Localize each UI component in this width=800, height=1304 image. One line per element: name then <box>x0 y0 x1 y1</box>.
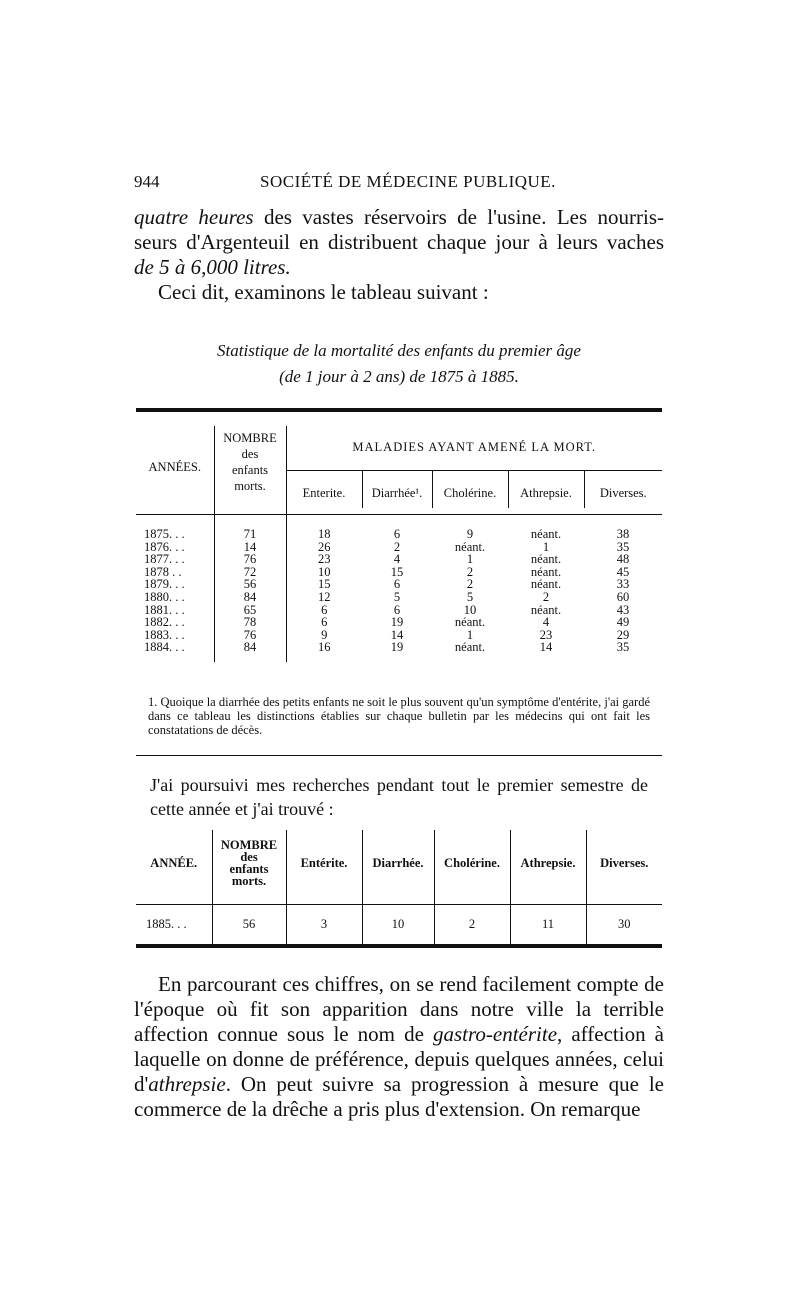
closing-text-3: . On peut suivre sa progression à mesure que le commerce de la drêche a pris plus d'extension. On remarque <box>134 1072 664 1121</box>
cell-enterite: 6 <box>321 602 328 617</box>
cell-enterite: 18 <box>318 527 331 541</box>
t2-row-1885 <box>136 904 662 944</box>
cell-cholerine: 2 <box>466 564 474 579</box>
mortality-table <box>136 426 662 662</box>
cell-diarrhee: 5 <box>393 589 401 604</box>
header-cholerine: Cholérine. <box>432 470 508 508</box>
cell-enterite: 10 <box>318 564 331 579</box>
t2-header-count-4: morts. <box>231 874 267 888</box>
cell-athrepsie: néant. <box>530 552 562 567</box>
cell-enterite: 6 <box>321 615 328 630</box>
header-count-2: des <box>241 447 259 461</box>
cell-diverses: 48 <box>616 552 630 567</box>
cell-count: 71 <box>214 528 286 541</box>
mortality-table-body <box>136 528 662 662</box>
cell-diarrhee: 4 <box>393 552 401 567</box>
header-count <box>214 426 286 508</box>
intro-italic-1: quatre heures <box>134 205 254 229</box>
closing-text-1: En parcourant ces chiffres, on se rend facilement compte de l'époque où fit son apparition dans notre ville la terrible affection connue sous le nom de <box>134 972 664 1046</box>
cell-enterite: 12 <box>318 589 331 604</box>
cell-athrepsie: néant. <box>530 577 562 592</box>
cell-year: 1879. . . <box>136 578 214 591</box>
t2-header-year: ANNÉE. <box>136 830 212 896</box>
cell-diverses: 45 <box>616 564 630 579</box>
t2-header-count-2: des <box>240 850 258 864</box>
intro-line-2: seurs d'Argenteuil en distribuent chaque jour à leurs vaches <box>134 230 664 254</box>
cell-diverses: 38 <box>616 527 630 541</box>
t2-header-cholerine: Cholérine. <box>434 830 510 896</box>
cell-cholerine: néant. <box>454 640 486 655</box>
cell-cholerine: 1 <box>466 627 474 642</box>
page-number: 944 <box>134 172 160 191</box>
t2-cell-cholerine: 2 <box>434 904 510 944</box>
header-group: MALADIES AYANT AMENÉ LA MORT. <box>286 426 662 470</box>
cell-diarrhee: 6 <box>393 602 401 617</box>
statistics-box <box>136 408 662 948</box>
closing-italic-2: athrepsie <box>148 1072 226 1096</box>
cell-count: 84 <box>214 641 286 654</box>
cell-count: 65 <box>214 604 286 617</box>
table-row <box>136 641 662 654</box>
intro-italic-3: de 5 à 6,000 litres. <box>134 255 291 279</box>
cell-diverses: 60 <box>616 589 630 604</box>
cell-enterite: 26 <box>318 539 331 554</box>
cell-enterite: 9 <box>321 627 328 642</box>
t2-header-count-1: NOMBRE <box>220 838 278 852</box>
cell-year: 1876. . . <box>136 541 214 554</box>
cell-diarrhee: 6 <box>393 577 401 592</box>
cell-diarrhee: 19 <box>390 640 404 655</box>
cell-cholerine: 10 <box>463 602 477 617</box>
cell-count: 78 <box>214 616 286 629</box>
cell-diarrhee: 19 <box>390 615 404 630</box>
inner-paragraph: J'ai poursuivi mes recherches pendant tout le premier semestre de cette année et j'ai trouvé : <box>150 775 648 819</box>
t2-header-count <box>212 830 286 896</box>
intro-line-1-rest: des vastes réservoirs de l'usine. Les nourris- <box>253 205 664 229</box>
table-caption-line-2: (de 1 jour à 2 ans) de 1875 à 1885. <box>279 367 519 386</box>
header-years: ANNÉES. <box>136 426 214 508</box>
intro-paragraph <box>134 205 664 280</box>
cell-diverses: 33 <box>616 577 630 592</box>
header-enterite: Enterite. <box>302 485 346 500</box>
table-caption-line-1: Statistique de la mortalité des enfants du premier âge <box>217 341 581 360</box>
cell-year: 1878 . . <box>136 566 214 579</box>
cell-athrepsie: 4 <box>542 615 550 630</box>
t2-cell-diverses: 30 <box>618 916 631 931</box>
table-footnote: 1. Quoique la diarrhée des petits enfants ne soit le plus souvent qu'un symptôme d'entérite, j'ai gardé dans ce tableau les distinctions établies sur chaque bulletin par les médecins qui ont fait les constatations de décès. <box>148 695 650 737</box>
t2-header-diarrhee: Diarrhée. <box>362 830 434 896</box>
t2-cell-diarrhee: 10 <box>362 904 434 944</box>
t2-header-diverses: Diverses. <box>600 855 649 870</box>
cell-count: 72 <box>214 566 286 579</box>
intro-line-4: Ceci dit, examinons le tableau suivant : <box>158 280 489 304</box>
t2-cell-enterite: 3 <box>286 904 362 944</box>
running-title: SOCIÉTÉ DE MÉDECINE PUBLIQUE. <box>260 172 556 191</box>
cell-year: 1877. . . <box>136 553 214 566</box>
cell-cholerine: néant. <box>454 615 486 630</box>
t2-header-athrepsie: Athrepsie. <box>510 830 586 896</box>
t2-header-enterite: Entérite. <box>286 830 362 896</box>
semester-table <box>136 830 662 944</box>
header-diverses: Diverses. <box>584 470 662 508</box>
t2-cell-year: 1885. . . <box>136 904 212 944</box>
cell-year: 1875. . . <box>136 528 214 541</box>
closing-text-2: , affection à laquelle on donne de préférence, depuis quelques années, celui d' <box>134 1022 664 1096</box>
cell-cholerine: néant. <box>454 539 486 554</box>
cell-cholerine: 9 <box>466 527 474 541</box>
header-count-1: NOMBRE <box>223 431 277 445</box>
cell-diverses: 35 <box>616 640 630 655</box>
cell-year: 1883. . . <box>136 629 214 642</box>
cell-diarrhee: 2 <box>393 539 401 554</box>
cell-enterite: 23 <box>318 552 331 567</box>
cell-athrepsie: néant. <box>530 602 562 617</box>
header-count-4: morts. <box>234 479 266 493</box>
cell-year: 1881. . . <box>136 604 214 617</box>
cell-year: 1882. . . <box>136 616 214 629</box>
cell-athrepsie: 14 <box>539 640 553 655</box>
table-row <box>136 553 662 566</box>
header-athrepsie: Athrepsie. <box>508 470 584 508</box>
cell-athrepsie: néant. <box>530 564 562 579</box>
cell-athrepsie: 23 <box>539 627 553 642</box>
cell-athrepsie: néant. <box>530 527 562 541</box>
cell-enterite: 16 <box>318 640 331 655</box>
cell-count: 84 <box>214 591 286 604</box>
cell-diverses: 43 <box>616 602 630 617</box>
cell-year: 1884. . . <box>136 641 214 654</box>
intro-line-1 <box>134 205 664 230</box>
cell-cholerine: 5 <box>466 589 474 604</box>
cell-cholerine: 1 <box>466 552 474 567</box>
table-row <box>136 616 662 629</box>
cell-count: 14 <box>214 541 286 554</box>
header-count-3: enfants <box>231 463 269 477</box>
closing-italic-1: gastro-entérite <box>433 1022 558 1046</box>
table-row <box>136 591 662 604</box>
closing-paragraph <box>134 972 664 1122</box>
t2-header-count-3: enfants <box>229 862 269 876</box>
t2-cell-athrepsie: 11 <box>510 904 586 944</box>
cell-year: 1880. . . <box>136 591 214 604</box>
box-separator <box>136 755 662 756</box>
cell-diverses: 49 <box>616 615 630 630</box>
cell-count: 76 <box>214 629 286 642</box>
cell-diverses: 29 <box>616 627 630 642</box>
cell-athrepsie: 2 <box>542 589 550 604</box>
table-row <box>136 528 662 541</box>
cell-cholerine: 2 <box>466 577 474 592</box>
intro-line-3 <box>134 255 664 280</box>
header-diarrhee: Diarrhée¹. <box>362 470 432 508</box>
cell-count: 56 <box>214 578 286 591</box>
cell-diarrhee: 6 <box>393 527 401 541</box>
t2-cell-count: 56 <box>212 904 286 944</box>
cell-count: 76 <box>214 553 286 566</box>
cell-diverses: 35 <box>616 539 630 554</box>
cell-athrepsie: 1 <box>542 539 550 554</box>
cell-diarrhee: 15 <box>390 564 404 579</box>
cell-diarrhee: 14 <box>390 627 404 642</box>
cell-enterite: 15 <box>318 577 331 592</box>
